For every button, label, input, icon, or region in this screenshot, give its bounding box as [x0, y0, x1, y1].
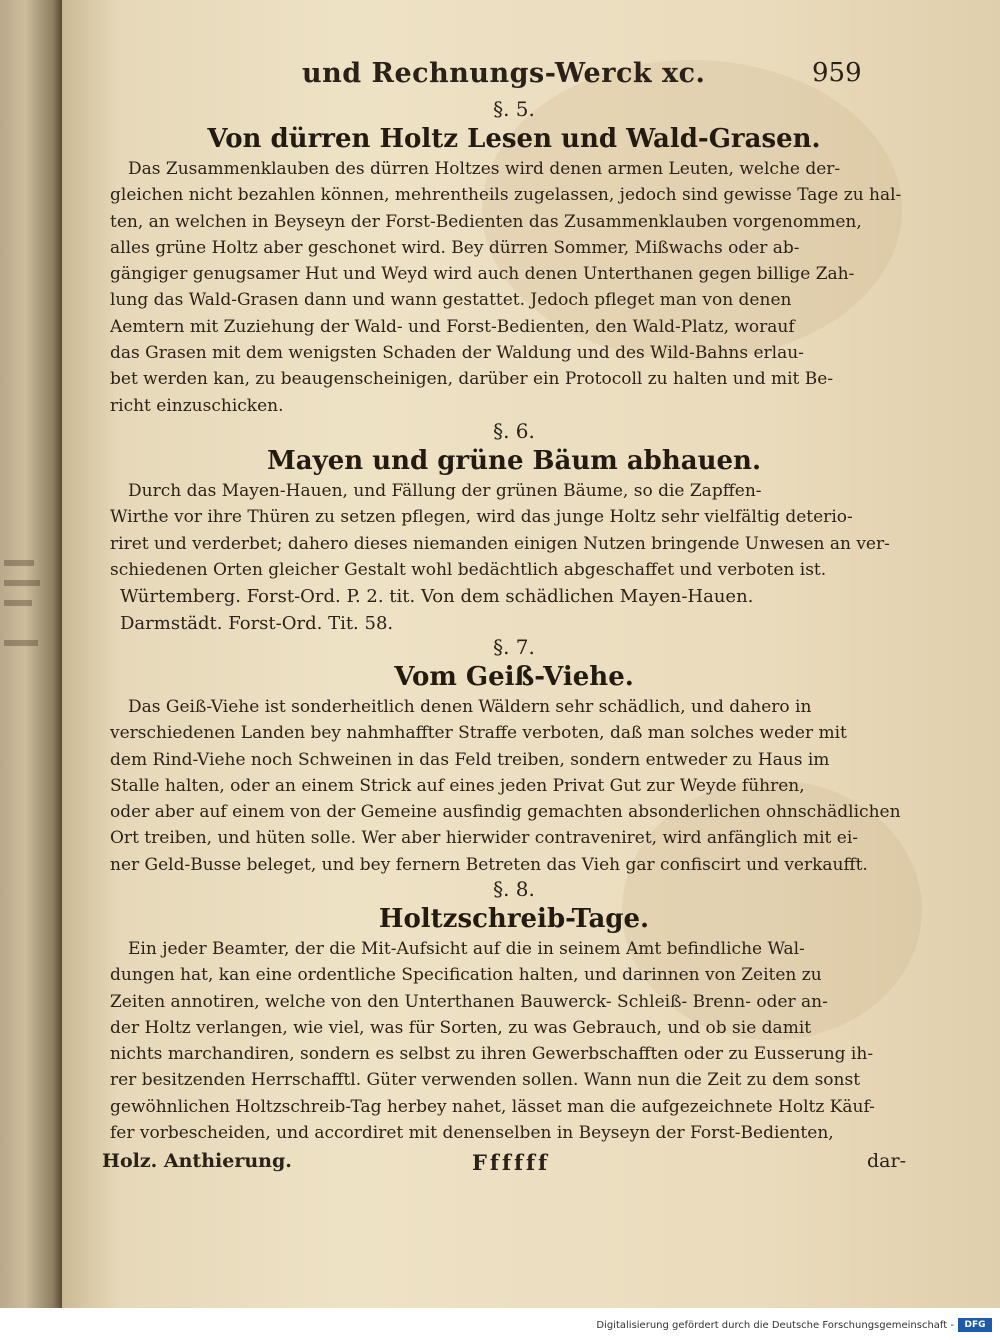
marginal-catchword: Holz. Anthierung. — [102, 1150, 292, 1172]
section-title: Von dürren Holtz Lesen und Wald-Grasen. — [207, 124, 821, 154]
text-line: fer vorbescheiden, und accordiret mit denenselben in Beyseyn der Forst-Bedienten, — [110, 1123, 834, 1144]
text-line: Zeiten annotiren, welche von den Unterthanen Bauwerck- Schleiß- Brenn- oder an- — [110, 991, 828, 1012]
section-title: Vom Geiß-Viehe. — [394, 662, 634, 692]
text-line: Stalle halten, oder an einem Strick auf eines jeden Privat Gut zur Weyde führen, — [110, 775, 805, 796]
bleed-mark — [4, 580, 40, 586]
text-line: riret und verderbet; dahero dieses niemanden einigen Nutzen bringende Unwesen an ver- — [110, 533, 890, 554]
text-line: Ort treiben, und hüten solle. Wer aber hierwider contraveniret, wird anfänglich mit ei- — [110, 828, 858, 849]
text-line: der Holtz verlangen, wie viel, was für Sorten, zu was Gebrauch, und ob sie damit — [110, 1017, 812, 1038]
catchword: dar- — [867, 1150, 906, 1172]
text-line: nichts marchandiren, sondern es selbst zu ihren Gewerbschafften oder zu Eusserung ih- — [110, 1044, 874, 1065]
funding-credit: Digitalisierung gefördert durch die Deutsche Forschungsgemeinschaft - — [596, 1320, 954, 1331]
section-number: §. 7. — [493, 635, 535, 659]
section-title: Mayen und grüne Bäum abhauen. — [266, 446, 761, 476]
section-8 — [110, 876, 918, 1146]
text-line: lung das Wald-Grasen dann und wann gestattet. Jedoch pfleget man von denen — [110, 290, 792, 311]
text-line: verschiedenen Landen bey nahmhaffter Straffe verboten, daß man solches weder mit — [110, 723, 847, 744]
paragraph — [110, 478, 918, 583]
page-footer — [102, 1150, 922, 1178]
text-line: das Grasen mit dem wenigsten Schaden der Waldung und des Wild-Bahns erlau- — [110, 343, 804, 364]
paragraph — [110, 936, 918, 1146]
dfg-logo-icon: DFG — [958, 1318, 992, 1332]
text-line: rer besitzenden Herrschafftl. Güter verwenden sollen. Wann nun die Zeit zu dem sonst — [110, 1070, 861, 1091]
text-line: dem Rind-Viehe noch Schweinen in das Feld treiben, sondern entweder zu Haus im — [110, 749, 830, 770]
text-line: Wirthe vor ihre Thüren zu setzen pflegen, wird das junge Holtz sehr vielfältig deterio- — [110, 507, 853, 528]
section-6 — [110, 418, 918, 637]
running-head: und Rechnungs-Werck xc. — [302, 58, 706, 89]
section-7 — [110, 634, 918, 878]
paragraph — [110, 156, 918, 419]
reference-line: Darmstädt. Forst-Ord. Tit. 58. — [120, 613, 394, 635]
text-line: dungen hat, kan eine ordentliche Specification halten, und darinnen von Zeiten zu — [110, 965, 822, 986]
book-page — [62, 0, 1000, 1308]
text-line: gleichen nicht bezahlen können, mehrentheils zugelassen, jedoch sind gewisse Tage zu hal- — [110, 185, 902, 206]
section-title: Holtzschreib-Tage. — [378, 904, 650, 934]
adjacent-page-edge — [0, 0, 62, 1308]
text-line: ten, an welchen in Beyseyn der Forst-Bedienten das Zusammenklauben vorgenommen, — [110, 211, 862, 232]
page-header — [62, 56, 1000, 96]
bleed-mark — [4, 640, 38, 646]
text-line: Aemtern mit Zuziehung der Wald- und Forst-Bedienten, den Wald-Platz, worauf — [110, 316, 795, 337]
text-line: bet werden kan, zu beaugenscheinigen, darüber ein Protocoll zu halten und mit Be- — [110, 369, 834, 390]
reference-line: Würtemberg. Forst-Ord. P. 2. tit. Von dem schädlichen Mayen-Hauen. — [120, 586, 754, 608]
page-number: 959 — [812, 58, 862, 88]
section-number: §. 8. — [493, 877, 535, 901]
text-line: ner Geld-Busse beleget, und bey fernern Betreten das Vieh gar confiscirt und verkaufft. — [110, 854, 868, 875]
signature-mark: Ffffff — [472, 1150, 551, 1175]
section-number: §. 5. — [493, 97, 535, 121]
text-line: alles grüne Holtz aber geschonet wird. Bey dürren Sommer, Mißwachs oder ab- — [110, 237, 800, 258]
section-5 — [110, 96, 918, 419]
credit-bar — [0, 1308, 1000, 1340]
text-line: oder aber auf einem von der Gemeine ausfindig gemachten absonderlichen ohnschädlichen — [110, 802, 901, 823]
bleed-mark — [4, 560, 34, 566]
text-line: gewöhnlichen Holtzschreib-Tag herbey nahet, lässet man die aufgezeichnete Holtz Käuf- — [110, 1096, 875, 1117]
text-line: gängiger genugsamer Hut und Weyd wird auch denen Unterthanen gegen billige Zah- — [110, 264, 855, 285]
text-line: Das Zusammenklauben des dürren Holtzes wird denen armen Leuten, welche der- — [128, 159, 841, 179]
text-line: richt einzuschicken. — [110, 395, 284, 416]
paragraph — [110, 694, 918, 878]
bleed-mark — [4, 600, 32, 606]
text-line: Durch das Mayen-Hauen, und Fällung der grünen Bäume, so die Zapffen- — [128, 481, 762, 501]
text-line: schiedenen Orten gleicher Gestalt wohl bedächtlich abgeschaffet und verboten ist. — [110, 559, 827, 580]
section-number: §. 6. — [493, 419, 535, 443]
text-line: Ein jeder Beamter, der die Mit-Aufsicht auf die in seinem Amt befindliche Wal- — [128, 939, 805, 959]
text-line: Das Geiß-Viehe ist sonderheitlich denen Wäldern sehr schädlich, und dahero in — [128, 697, 812, 717]
